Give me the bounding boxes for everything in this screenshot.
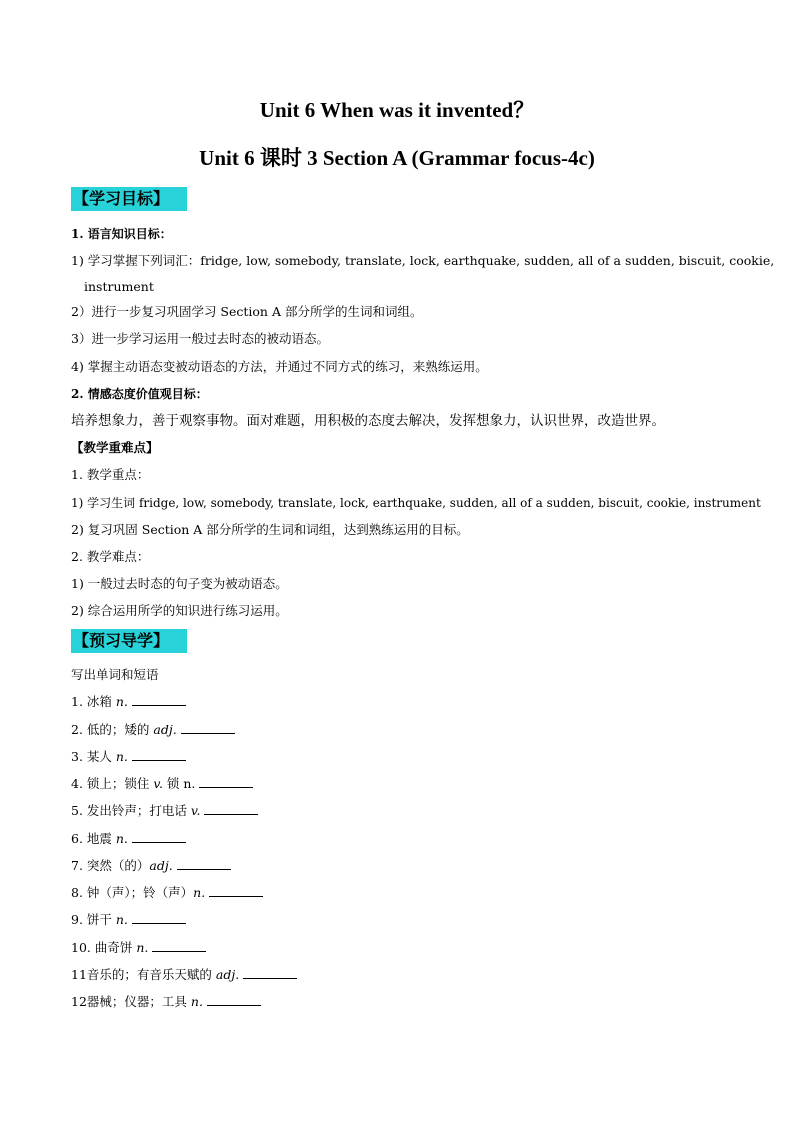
difficulty-item-1: 1) 一般过去时态的句子变为被动语态。 [71,576,288,591]
vocab-item: 3. 某人 n. [71,748,186,766]
answer-blank[interactable] [132,693,186,706]
difficulty-item-2: 2) 综合运用所学的知识进行练习运用。 [71,603,288,618]
vocab-item: 8. 钟（声）；铃（声）n. [71,884,263,902]
answer-blank[interactable] [152,939,206,952]
vocab-item: 2. 低的；矮的 adj. [71,721,235,739]
answer-blank[interactable] [177,857,231,870]
objective-heading-1: 1. 语言知识目标： [71,227,172,241]
vocab-item: 7. 突然（的）adj. [71,857,231,875]
answer-blank[interactable] [181,721,235,734]
answer-blank[interactable] [132,911,186,924]
answer-blank[interactable] [132,748,186,761]
vocab-item: 12器械；仪器；工具 n. [71,993,261,1011]
answer-blank[interactable] [199,775,253,788]
answer-blank[interactable] [243,966,297,979]
values-text: 培养想象力，善于观察事物。面对难题，用积极的态度去解决，发挥想象力，认识世界，改造世界。 [71,413,665,429]
objective-item-1a: 1) 学习掌握下列词汇：fridge, low, somebody, translate, lock, earthquake, sudden, all of a sudden, biscuit, cookie, [71,253,775,268]
objective-item-1b: instrument [84,279,154,294]
document-title: Unit 6 When was it invented？ [259,98,535,122]
vocab-item: 4. 锁上；锁住 v. 锁 n. [71,775,253,793]
keypoints-heading: 【教学重难点】 [71,440,159,455]
vocab-item: 6. 地震 n. [71,830,186,848]
vocab-item: 1. 冰箱 n. [71,693,186,711]
objective-heading-2: 2. 情感态度价值观目标： [71,387,208,401]
answer-blank[interactable] [132,830,186,843]
objective-item-3: 3）进一步学习运用一般过去时态的被动语态。 [71,331,329,346]
vocab-item: 10. 曲奇饼 n. [71,939,206,957]
vocab-item: 9. 饼干 n. [71,911,186,929]
answer-blank[interactable] [207,993,261,1006]
learning-objectives-banner: 【学习目标】 [71,187,187,211]
objective-item-2: 2）进行一步复习巩固学习 Section A 部分所学的生词和词组。 [71,304,423,319]
difficulty-label: 2. 教学难点： [71,549,150,564]
vocab-item: 5. 发出铃声；打电话 v. [71,802,258,820]
answer-blank[interactable] [204,802,258,815]
key-item-2: 2) 复习巩固 Section A 部分所学的生词和词组，达到熟练运用的目标。 [71,522,469,537]
vocab-item: 11音乐的；有音乐天赋的 adj. [71,966,297,984]
key-label: 1. 教学重点： [71,467,150,482]
answer-blank[interactable] [209,884,263,897]
preview-guide-banner: 【预习导学】 [71,629,187,653]
document-subtitle: Unit 6 课时 3 Section A (Grammar focus-4c) [199,146,595,170]
objective-item-4: 4) 掌握主动语态变被动语态的方法，并通过不同方式的练习，来熟练运用。 [71,359,488,374]
preview-instruction: 写出单词和短语 [71,667,159,682]
key-item-1: 1) 学习生词 fridge, low, somebody, translate, lock, earthquake, sudden, all of a sudden, biscuit, cookie, instrument [71,496,761,510]
